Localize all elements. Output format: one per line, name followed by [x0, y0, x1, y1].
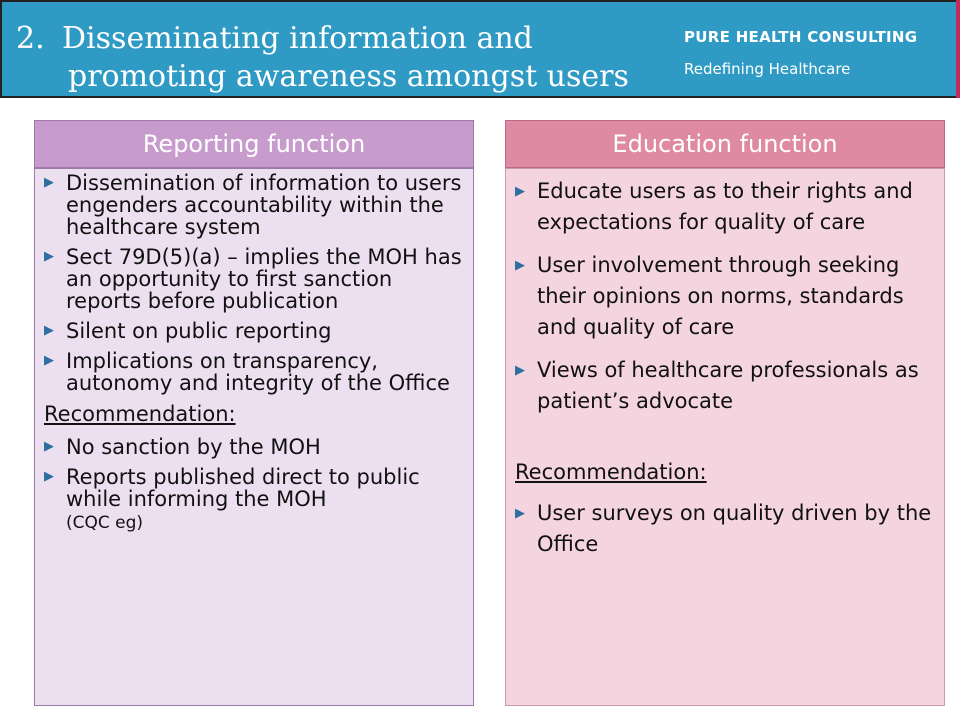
list-item-text: Sect 79D(5)(a) – implies the MOH has an opportunity to first sanction reports before publication [66, 245, 462, 313]
education-heading-text: Education function [612, 130, 838, 158]
recommendation-item [44, 466, 464, 534]
title-banner [0, 0, 958, 98]
brand-tagline: Redefining Healthcare [684, 60, 851, 78]
bullet-arrow-icon: ▶ [44, 323, 54, 338]
bullet-arrow-icon: ▶ [515, 506, 525, 521]
title-number: 2. [16, 21, 45, 56]
education-function-heading [505, 120, 945, 168]
bullet-arrow-icon: ▶ [515, 258, 525, 273]
bullet-arrow-icon: ▶ [44, 249, 54, 264]
reporting-content [44, 172, 464, 542]
list-item [44, 246, 464, 312]
bullet-arrow-icon: ▶ [44, 439, 54, 454]
recommendation-label: Recommendation: [44, 402, 236, 426]
title-line-1: Disseminating information and [62, 21, 533, 56]
list-item-text: Silent on public reporting [66, 319, 332, 343]
list-item [44, 350, 464, 394]
recommendation-text: No sanction by the MOH [66, 435, 321, 459]
reporting-heading-text: Reporting function [142, 130, 366, 158]
education-content [515, 176, 935, 572]
bullet-arrow-icon: ▶ [515, 363, 525, 378]
reporting-function-heading [34, 120, 474, 168]
slide-title [16, 20, 629, 96]
recommendation-label: Recommendation: [515, 460, 707, 484]
bullet-arrow-icon: ▶ [44, 353, 54, 368]
title-line-2: promoting awareness amongst users [68, 59, 629, 94]
banner-accent-edge [956, 0, 960, 98]
recommendation-item [515, 498, 935, 560]
list-item-text: Dissemination of information to users engenders accountability within the healthcare system [66, 171, 462, 239]
bullet-arrow-icon: ▶ [44, 469, 54, 484]
brand-name: PURE HEALTH CONSULTING [684, 28, 918, 46]
list-item [44, 320, 464, 342]
list-item [515, 355, 935, 417]
bullet-arrow-icon: ▶ [44, 175, 54, 190]
bullet-arrow-icon: ▶ [515, 184, 525, 199]
recommendation-text: Reports published direct to public while informing the MOH [66, 465, 420, 511]
list-item-text: Educate users as to their rights and expectations for quality of care [537, 179, 913, 234]
recommendation-text: User surveys on quality driven by the Office [537, 501, 932, 556]
list-item [515, 250, 935, 343]
list-item-text: User involvement through seeking their opinions on norms, standards and quality of care [537, 253, 904, 339]
recommendation-note: (CQC eg) [66, 513, 144, 533]
recommendation-text-block [66, 466, 464, 534]
list-item [515, 176, 935, 238]
recommendation-item [44, 436, 464, 458]
list-item [44, 172, 464, 238]
list-item-text: Implications on transparency, autonomy and integrity of the Office [66, 349, 450, 395]
list-item-text: Views of healthcare professionals as patient’s advocate [537, 358, 919, 413]
